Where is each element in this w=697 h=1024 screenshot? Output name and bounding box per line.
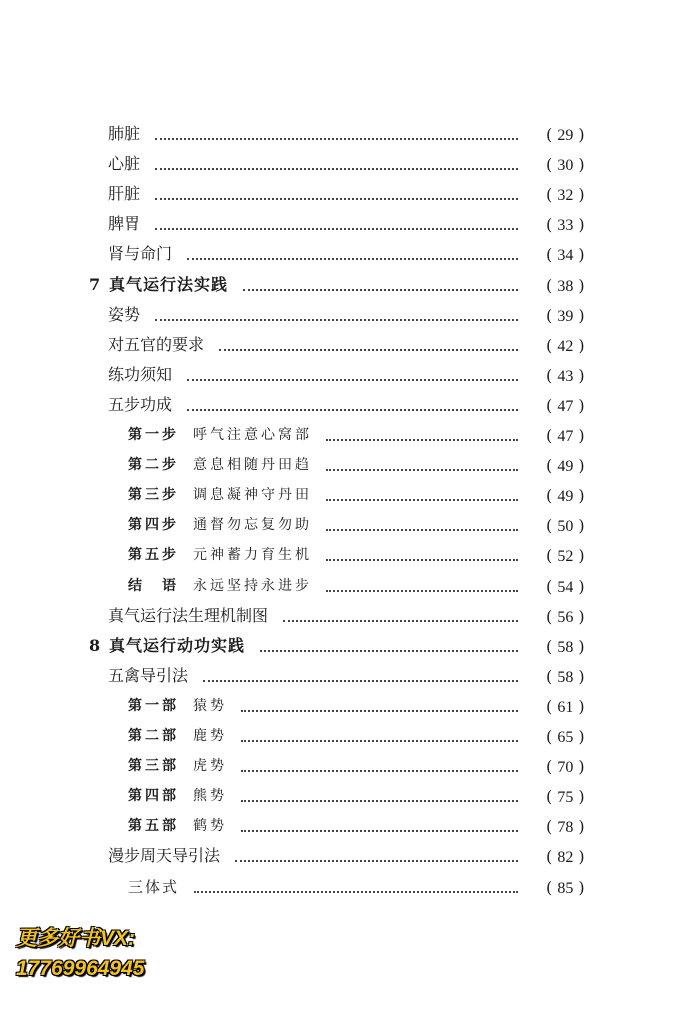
toc-page-number: ( 58 ) xyxy=(546,667,585,686)
leader-dots xyxy=(241,682,518,712)
sub-entry-label: 第五步 xyxy=(128,547,179,563)
toc-entry-title: 五禽导引法 xyxy=(108,666,189,685)
toc-page-number: ( 54 ) xyxy=(546,577,585,596)
toc-page-number: ( 70 ) xyxy=(546,757,585,776)
toc-entry-title: 肾与命门 xyxy=(108,244,173,263)
toc-page-number: ( 47 ) xyxy=(546,426,585,445)
page-number-value: 58 xyxy=(557,669,574,686)
page-number-value: 47 xyxy=(557,428,574,445)
toc-page-number: ( 29 ) xyxy=(546,125,585,144)
toc-page-number: ( 52 ) xyxy=(546,546,585,565)
toc-entry-title: 姿势 xyxy=(108,305,141,324)
toc-entry-title: 肝脏 xyxy=(108,184,141,203)
toc-row xyxy=(108,300,140,330)
toc-entry-title: 真气运行动功实践 xyxy=(109,636,246,655)
page-number-value: 39 xyxy=(557,308,574,325)
page-number-value: 49 xyxy=(557,488,574,505)
sub-entry-label: 第二部 xyxy=(128,728,179,744)
toc-page-number: ( 47 ) xyxy=(546,396,585,415)
page-number-value: 30 xyxy=(557,157,574,174)
leader-dots xyxy=(241,772,518,802)
toc-entry-title: 猿势 xyxy=(193,698,227,714)
sub-entry-label: 第五部 xyxy=(128,818,179,834)
leader-dots xyxy=(241,712,518,742)
page-number-value: 32 xyxy=(557,187,574,204)
toc-entry-title: 真气运行法生理机制图 xyxy=(108,606,269,625)
sub-entry-label: 结 语 xyxy=(128,578,179,594)
toc-row xyxy=(128,420,312,450)
sub-entry-label: 第一部 xyxy=(128,698,179,714)
leader-dots xyxy=(283,592,518,622)
toc-entry-title: 五步功成 xyxy=(108,395,173,414)
leader-dots xyxy=(187,351,518,381)
toc-row xyxy=(108,661,188,691)
toc-entry-title: 鹤势 xyxy=(193,818,227,834)
toc-page-number: ( 39 ) xyxy=(546,306,585,325)
toc-entry-title: 元神蓄力育生机 xyxy=(193,547,312,563)
leader-dots xyxy=(326,501,518,531)
page-number-value: 52 xyxy=(557,548,574,565)
toc-page-number: ( 38 ) xyxy=(546,276,585,295)
leader-dots xyxy=(243,261,518,291)
leader-dots xyxy=(241,802,518,832)
chapter-number: 7 xyxy=(89,275,101,294)
toc-row xyxy=(128,510,312,540)
leader-dots xyxy=(187,230,518,260)
page-number-value: 43 xyxy=(557,368,574,385)
sub-entry-label: 第四部 xyxy=(128,788,179,804)
toc-page-number: ( 50 ) xyxy=(546,516,585,535)
toc-page-number: ( 56 ) xyxy=(546,607,585,626)
page-number-value: 34 xyxy=(557,247,574,264)
toc-entry-title: 肺脏 xyxy=(108,124,141,143)
toc-page-number: ( 32 ) xyxy=(546,185,585,204)
page-number-value: 65 xyxy=(557,729,574,746)
toc-entry-title: 虎势 xyxy=(193,758,227,774)
toc-entry-title: 永远坚持永进步 xyxy=(193,578,312,594)
toc-page-number: ( 42 ) xyxy=(546,336,585,355)
toc-row xyxy=(128,811,227,841)
toc-entry-title: 脾胃 xyxy=(108,214,141,233)
leader-dots xyxy=(203,652,518,682)
page-number-value: 47 xyxy=(557,398,574,415)
toc-row xyxy=(108,119,140,149)
toc-page-number: ( 30 ) xyxy=(546,155,585,174)
page-number-value: 49 xyxy=(557,458,574,475)
sub-entry-label: 第一步 xyxy=(128,427,179,443)
toc-page-number: ( 49 ) xyxy=(546,456,585,475)
toc-row xyxy=(128,872,179,902)
sub-entry-label: 第三部 xyxy=(128,758,179,774)
page-number-value: 82 xyxy=(557,849,574,866)
page-number-value: 54 xyxy=(557,579,574,596)
toc-entry-title: 调息凝神守丹田 xyxy=(193,487,312,503)
leader-dots xyxy=(235,832,518,862)
page-number-value: 50 xyxy=(557,518,574,535)
page-number-value: 61 xyxy=(557,699,574,716)
leader-dots xyxy=(155,170,518,200)
watermark-line-1: 更多好书VX: xyxy=(16,927,136,950)
toc-row xyxy=(128,450,312,480)
leader-dots xyxy=(260,622,518,652)
toc-page-number: ( 58 ) xyxy=(546,637,585,656)
toc-page-number: ( 61 ) xyxy=(546,697,585,716)
sub-entry-label: 第二步 xyxy=(128,457,179,473)
toc-page-number: ( 65 ) xyxy=(546,727,585,746)
page-number-value: 58 xyxy=(557,639,574,656)
toc-row xyxy=(128,480,312,510)
toc-entry-title: 漫步周天导引法 xyxy=(108,846,221,865)
toc-page-number: ( 34 ) xyxy=(546,245,585,264)
toc-entry-title: 对五官的要求 xyxy=(108,335,205,354)
page-number-value: 29 xyxy=(557,127,574,144)
leader-dots xyxy=(326,562,518,592)
toc-row xyxy=(128,691,227,721)
toc-row xyxy=(108,209,140,239)
sub-entry-label: 第三步 xyxy=(128,487,179,503)
toc-page-number: ( 85 ) xyxy=(546,878,585,897)
toc-row xyxy=(108,179,140,209)
watermark xyxy=(16,924,144,984)
page-number-value: 70 xyxy=(557,759,574,776)
toc-row xyxy=(108,390,172,420)
page-number-value: 85 xyxy=(557,880,574,897)
toc-entry-title: 鹿势 xyxy=(193,728,227,744)
toc-page-number: ( 49 ) xyxy=(546,486,585,505)
leader-dots xyxy=(219,321,518,351)
page-number-value: 38 xyxy=(557,278,574,295)
sub-entry-label: 第四步 xyxy=(128,517,179,533)
toc-entry-title: 意息相随丹田趋 xyxy=(193,457,312,473)
page-number-value: 33 xyxy=(557,217,574,234)
leader-dots xyxy=(326,531,518,561)
toc-entry-title: 心脏 xyxy=(108,154,141,173)
leader-dots xyxy=(194,863,518,893)
toc-entry-title: 真气运行法实践 xyxy=(109,275,229,294)
toc-row xyxy=(108,149,140,179)
toc-row xyxy=(128,781,227,811)
toc-entry-title: 三体式 xyxy=(128,878,180,896)
page-number-value: 75 xyxy=(557,789,574,806)
page-number-value: 56 xyxy=(557,609,574,626)
chapter-number: 8 xyxy=(89,636,101,655)
toc-entry-title: 练功须知 xyxy=(108,365,173,384)
toc-row xyxy=(128,540,312,570)
page-number-value: 78 xyxy=(557,819,574,836)
toc-row xyxy=(128,751,227,781)
toc-entry-title: 熊势 xyxy=(193,788,227,804)
toc-row xyxy=(128,721,227,751)
toc-page-number: ( 33 ) xyxy=(546,215,585,234)
watermark-line-2: 17769964945 xyxy=(16,957,145,980)
toc-page-number: ( 75 ) xyxy=(546,787,585,806)
leader-dots xyxy=(326,441,518,471)
toc-row xyxy=(108,360,172,390)
page-number-value: 42 xyxy=(557,338,574,355)
toc-page-number: ( 82 ) xyxy=(546,847,585,866)
toc-entry-title: 通督勿忘复勿助 xyxy=(193,517,312,533)
leader-dots xyxy=(187,381,518,411)
leader-dots xyxy=(326,471,518,501)
toc-page-number: ( 43 ) xyxy=(546,366,585,385)
toc-row xyxy=(108,239,172,269)
toc-page-number: ( 78 ) xyxy=(546,817,585,836)
leader-dots xyxy=(155,110,518,140)
leader-dots xyxy=(326,411,518,441)
leader-dots xyxy=(155,291,518,321)
toc-entry-title: 呼气注意心窝部 xyxy=(193,427,312,443)
leader-dots xyxy=(155,200,518,230)
toc-row xyxy=(108,601,268,631)
leader-dots xyxy=(241,742,518,772)
leader-dots xyxy=(155,140,518,170)
